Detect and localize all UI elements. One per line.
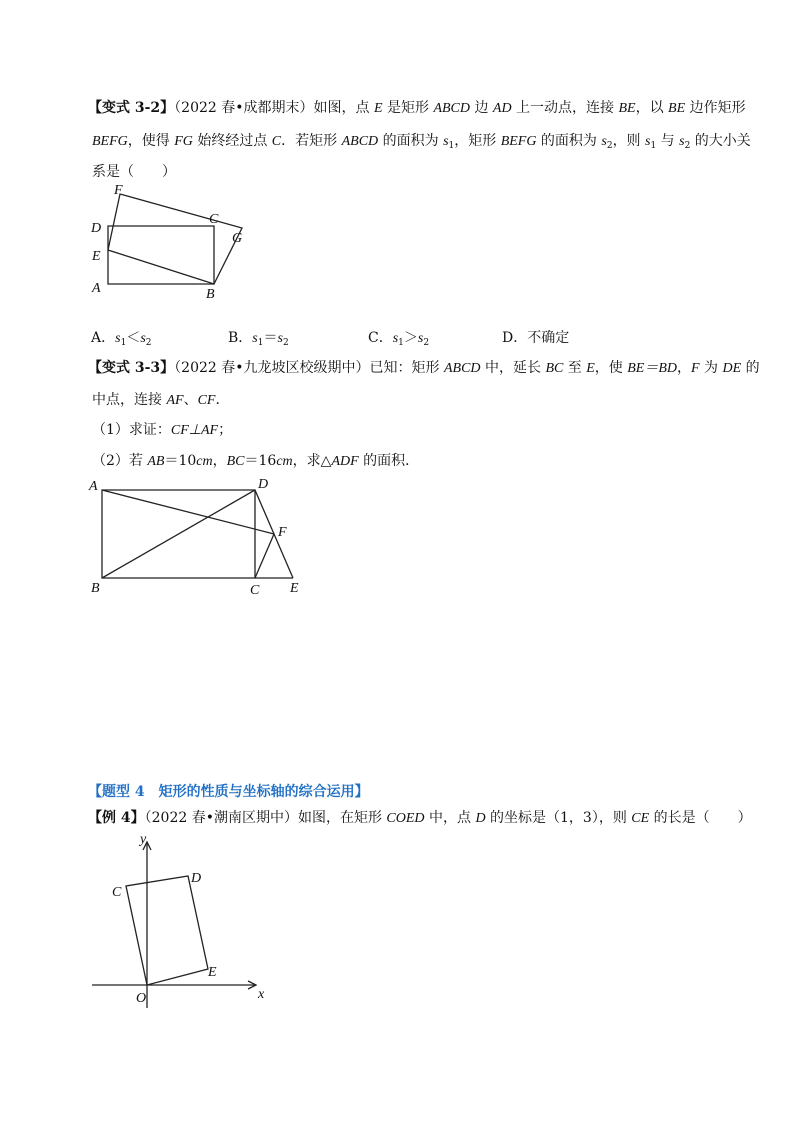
ex4-figure [88,830,288,1020]
q33-line-1: 【变式 3-3】（2022 春•九龙坡区校级期中）已知：矩形 ABCD 中，延长 BC 至 E，使 BE＝BD，F 为 DE 的 [88,360,760,376]
q33-line-2: 中点，连接 AF、CF． [92,392,230,408]
q32-option-b[interactable]: B．$s_1=s_2$ [228,330,289,348]
q32-label-F: F [114,183,123,198]
ex4-tag: 【例 4】 [88,810,145,826]
q32-label-B: B [206,287,215,302]
q32-tag: 【变式 3-2】 [88,100,175,116]
q33-label-E: E [290,581,299,596]
q32-option-d[interactable]: D．不确定 [502,330,570,346]
ex4-label-y: y [140,832,147,847]
ex4-label-O: O [136,991,147,1006]
q33-tag: 【变式 3-3】 [88,360,175,376]
q33-diag-bd [102,490,255,578]
q32-line-1: 【变式 3-2】（2022 春•成都期末）如图，点 E 是矩形 ABCD 边 AD 上一动点，连接 BE，以 BE 边作矩形 [88,100,746,116]
q32-rect-befg [108,194,242,284]
q32-line-2: BEFG，使得 FG 始终经过点 C．若矩形 ABCD 的面积为 $s_1$，矩形 BEFG 的面积为 $s_2$，则 $s_1$ 与 $s_2$ 的大小关 [92,133,751,151]
ex4-line-1: 【例 4】（2022 春•潮南区期中）如图，在矩形 COED 中，点 D 的坐标是（1，3），则 CE 的长是（ ） [88,810,752,826]
q33-label-D: D [258,477,269,492]
ex4-label-x: x [258,987,265,1002]
q33-label-B: B [91,581,100,596]
q32-label-A: A [92,281,101,296]
q32-figure [88,184,268,304]
q33-label-F: F [278,525,287,540]
ex4-label-D: D [191,871,202,886]
q33-part-1: （1）求证：CF⊥AF； [92,422,233,438]
q33-part-2: （2）若 AB＝10cm，BC＝16cm，求△ADF 的面积． [92,453,420,469]
q33-seg-af [102,490,274,534]
q32-line-3: 系是（ ） [92,164,176,180]
q33-label-C: C [250,583,260,598]
ex4-label-C: C [112,885,122,900]
q32-label-G: G [232,231,243,246]
q33-figure [88,474,318,598]
q32-option-a[interactable]: A．$s_1<s_2$ [91,330,152,348]
q33-label-A: A [89,479,98,494]
ex4-rect-coed [126,876,208,985]
q32-label-D: D [91,221,102,236]
q32-label-C: C [209,212,219,227]
q32-option-c[interactable]: C．$s_1>s_2$ [368,330,430,348]
ex4-label-E: E [208,965,217,980]
section-title: 【题型 4 矩形的性质与坐标轴的综合运用】 [88,784,369,800]
q33-seg-cf [255,534,274,578]
q32-label-E: E [92,249,101,264]
